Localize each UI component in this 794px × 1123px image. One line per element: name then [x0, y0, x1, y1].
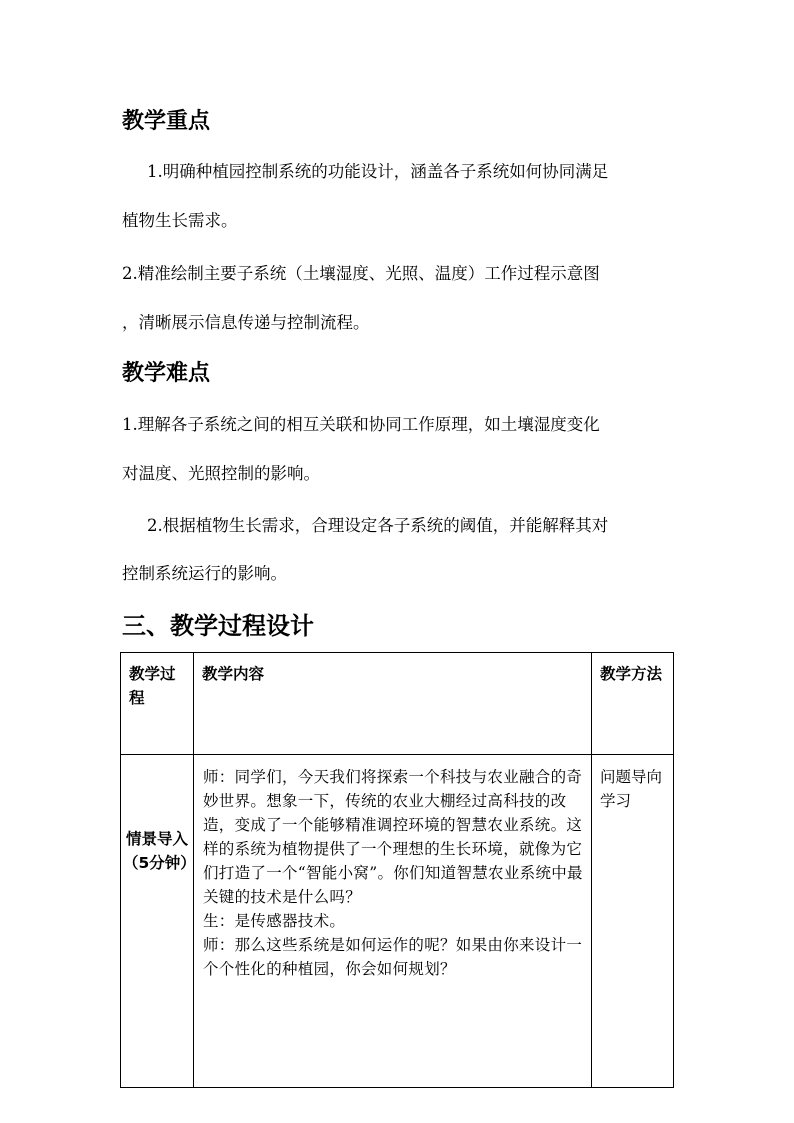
- header-stage: 教学过程: [121, 653, 194, 755]
- difficulty-1-line-1: 1.理解各子系统之间的相互关联和协同工作原理，如土壤湿度变化: [122, 415, 600, 434]
- key-point-2-line-1: 2.精准绘制主要子系统（土壤湿度、光照、温度）工作过程示意图: [122, 264, 600, 283]
- table-header-row: [121, 653, 674, 755]
- difficulty-2-line-1: 2.根据植物生长需求，合理设定各子系统的阈值，并能解释其对: [147, 516, 609, 535]
- content-paragraph-teacher-1: 师：同学们，今天我们将探索一个科技与农业融合的奇妙世界。想象一下，传统的农业大棚经过高科技的改造，变成了一个能够精准调控环境的智慧农业系统。这样的系统为植物提供了一个理想的生长环境，就像为它们打造了一个“智能小窝”。你们知道智慧农业系统中最关键的技术是什么吗？: [203, 768, 583, 906]
- header-content: 教学内容: [194, 653, 592, 755]
- method-cell: 问题导向学习: [592, 755, 674, 1088]
- difficulties-heading: 教学难点: [122, 361, 211, 386]
- content-paragraph-student: 生：是传感器技术。: [203, 912, 346, 930]
- key-point-1-line-1: 1.明确种植园控制系统的功能设计，涵盖各子系统如何协同满足: [147, 162, 609, 181]
- difficulty-2-line-2: 控制系统运行的影响。: [122, 564, 287, 583]
- content-cell: [194, 755, 592, 1088]
- key-point-2-line-2: ，清晰展示信息传递与控制流程。: [122, 313, 370, 332]
- process-design-heading: 三、教学过程设计: [122, 612, 314, 640]
- key-points-heading: 教学重点: [122, 109, 211, 134]
- content-paragraph-teacher-2: 师：那么这些系统是如何运作的呢？如果由你来设计一个个性化的种植园，你会如何规划？: [203, 936, 583, 978]
- process-table: [120, 652, 674, 1088]
- header-method: 教学方法: [592, 653, 674, 755]
- difficulty-1-line-2: 对温度、光照控制的影响。: [122, 464, 320, 483]
- stage-cell: 情景导入（5分钟）: [121, 755, 194, 1088]
- table-row: [121, 755, 674, 1088]
- key-point-1-line-2: 植物生长需求。: [122, 211, 238, 230]
